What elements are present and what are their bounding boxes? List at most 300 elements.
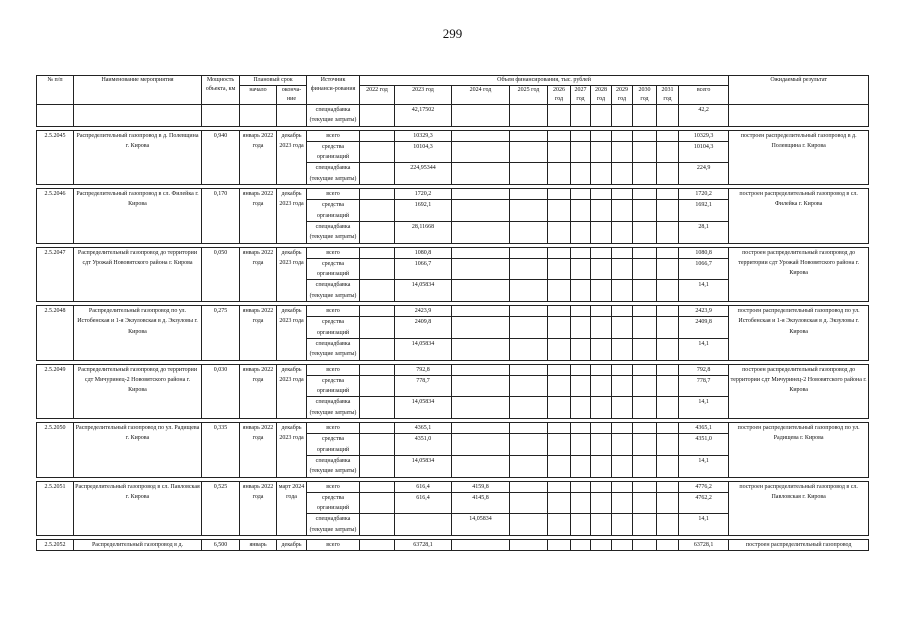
project-result: построен распределительный газопровод в сл. Филейка г. Кирова (729, 189, 869, 243)
value-2024: 4145,8 (452, 492, 510, 514)
funding-source: средства организаций (307, 141, 360, 163)
value-2027 (571, 189, 591, 200)
value-2023: 4351,0 (395, 434, 452, 456)
value-2029 (612, 306, 633, 317)
lead-2030 (633, 105, 657, 127)
project-name: Распределительный газопровод по ул. Радищева г. Кирова (74, 423, 202, 477)
value-2028 (591, 423, 612, 434)
value-2031 (657, 492, 679, 514)
funding-source: спецнадбавка (текущие затраты) (307, 514, 360, 536)
value-total: 792,8 (679, 364, 729, 375)
header-power: Мощность объекта, км (202, 76, 240, 105)
project-power: 0,030 (202, 364, 240, 418)
value-2030 (633, 434, 657, 456)
project-end: декабрь 2023 года (277, 423, 307, 477)
value-2024 (452, 141, 510, 163)
value-2023: 14,05834 (395, 397, 452, 419)
value-2025 (510, 189, 548, 200)
project-power: 0,275 (202, 306, 240, 360)
funding-source: всего (307, 423, 360, 434)
value-2030 (633, 455, 657, 477)
value-2022 (360, 338, 395, 360)
value-2030 (633, 539, 657, 550)
value-2022 (360, 364, 395, 375)
value-2031 (657, 163, 679, 185)
lead-2029 (612, 105, 633, 127)
table-row (37, 481, 869, 492)
value-2024 (452, 364, 510, 375)
value-2026 (548, 163, 571, 185)
header-year-2027: 2027 год (571, 86, 591, 105)
value-2027 (571, 338, 591, 360)
project-end: декабрь 2023 года (277, 130, 307, 184)
value-2025 (510, 306, 548, 317)
value-2023: 616,4 (395, 492, 452, 514)
value-2027 (571, 397, 591, 419)
value-2026 (548, 423, 571, 434)
lead-start (240, 105, 277, 127)
project-end: декабрь 2023 года (277, 306, 307, 360)
project-id: 2.5.2045 (37, 130, 74, 184)
value-2022 (360, 514, 395, 536)
header-num: № п/п (37, 76, 74, 105)
value-2024 (452, 317, 510, 339)
value-total: 14,1 (679, 397, 729, 419)
value-2026 (548, 434, 571, 456)
funding-source: спецнадбавка (текущие затраты) (307, 280, 360, 302)
value-2030 (633, 338, 657, 360)
value-2028 (591, 539, 612, 550)
value-2022 (360, 280, 395, 302)
value-2029 (612, 397, 633, 419)
value-2023: 4365,1 (395, 423, 452, 434)
value-2023: 1066,7 (395, 258, 452, 280)
value-2031 (657, 258, 679, 280)
lead-total: 42,2 (679, 105, 729, 127)
value-total: 28,1 (679, 221, 729, 243)
header-period-end: оконча-ние (277, 86, 307, 105)
header-period-start: начало (240, 86, 277, 105)
value-2022 (360, 221, 395, 243)
funding-source: всего (307, 247, 360, 258)
value-2024 (452, 397, 510, 419)
page-number: 299 (442, 26, 463, 41)
project-power: 0,335 (202, 423, 240, 477)
value-2024 (452, 539, 510, 550)
project-result: построен распределительный газопровод до территории сдт Урожай Нововятского района г. Кирова (729, 247, 869, 301)
value-2031 (657, 280, 679, 302)
value-2027 (571, 514, 591, 536)
value-2028 (591, 375, 612, 397)
value-2028 (591, 258, 612, 280)
value-2029 (612, 338, 633, 360)
value-2026 (548, 258, 571, 280)
value-2022 (360, 247, 395, 258)
value-2031 (657, 306, 679, 317)
value-2026 (548, 397, 571, 419)
value-2027 (571, 306, 591, 317)
value-2028 (591, 163, 612, 185)
value-2029 (612, 130, 633, 141)
value-2031 (657, 455, 679, 477)
value-2026 (548, 338, 571, 360)
value-2031 (657, 434, 679, 456)
funding-source: средства организаций (307, 492, 360, 514)
lead-2025 (510, 105, 548, 127)
value-2028 (591, 455, 612, 477)
value-2023: 2409,8 (395, 317, 452, 339)
header-year-2025: 2025 год (510, 86, 548, 105)
value-total: 4365,1 (679, 423, 729, 434)
value-total: 224,9 (679, 163, 729, 185)
value-total: 10104,3 (679, 141, 729, 163)
value-2030 (633, 247, 657, 258)
value-2026 (548, 280, 571, 302)
value-2024 (452, 163, 510, 185)
value-2029 (612, 247, 633, 258)
lead-2026 (548, 105, 571, 127)
funding-source: спецнадбавка (текущие затраты) (307, 397, 360, 419)
value-2027 (571, 317, 591, 339)
value-2030 (633, 492, 657, 514)
value-2023: 792,8 (395, 364, 452, 375)
value-2026 (548, 306, 571, 317)
value-2026 (548, 189, 571, 200)
value-2026 (548, 221, 571, 243)
value-2027 (571, 364, 591, 375)
value-2024 (452, 130, 510, 141)
project-id: 2.5.2049 (37, 364, 74, 418)
value-2027 (571, 141, 591, 163)
funding-source: всего (307, 539, 360, 550)
value-2027 (571, 434, 591, 456)
value-2030 (633, 221, 657, 243)
funding-source: всего (307, 189, 360, 200)
project-start: январь 2022 года (240, 247, 277, 301)
value-2029 (612, 423, 633, 434)
header-year-2023: 2023 год (395, 86, 452, 105)
value-total: 1066,7 (679, 258, 729, 280)
value-2027 (571, 455, 591, 477)
value-2031 (657, 130, 679, 141)
value-2024: 14,05834 (452, 514, 510, 536)
value-2023: 14,05834 (395, 280, 452, 302)
value-2022 (360, 200, 395, 222)
value-2024 (452, 306, 510, 317)
value-2022 (360, 317, 395, 339)
value-2028 (591, 247, 612, 258)
value-2030 (633, 375, 657, 397)
value-2025 (510, 481, 548, 492)
value-2023: 616,4 (395, 481, 452, 492)
project-end: декабрь 2023 года (277, 364, 307, 418)
value-2031 (657, 397, 679, 419)
project-name: Распределительный газопровод по ул. Истобенская и 1-я Экзуловская в д. Экзуловы г. Кирова (74, 306, 202, 360)
funding-source: средства организаций (307, 200, 360, 222)
value-2025 (510, 423, 548, 434)
table-row (37, 423, 869, 434)
header-year-2029: 2029 год (612, 86, 633, 105)
value-2024 (452, 455, 510, 477)
value-2028 (591, 280, 612, 302)
value-total: 2409,8 (679, 317, 729, 339)
value-2031 (657, 221, 679, 243)
value-2028 (591, 514, 612, 536)
table-row (37, 364, 869, 375)
table-body (37, 105, 869, 551)
header-result: Ожидаемый результат (729, 76, 869, 105)
value-2027 (571, 423, 591, 434)
project-name: Распределительный газопровод в сл. Павловская г. Кирова (74, 481, 202, 535)
value-2023: 1692,1 (395, 200, 452, 222)
value-2024 (452, 423, 510, 434)
project-id: 2.5.2046 (37, 189, 74, 243)
value-2023: 28,11668 (395, 221, 452, 243)
lead-2031 (657, 105, 679, 127)
funding-source: средства организаций (307, 317, 360, 339)
value-total: 14,1 (679, 280, 729, 302)
value-2027 (571, 130, 591, 141)
value-2027 (571, 539, 591, 550)
project-result: построен распределительный газопровод в д. Полевщина г. Кирова (729, 130, 869, 184)
value-2030 (633, 189, 657, 200)
value-2025 (510, 130, 548, 141)
value-2026 (548, 364, 571, 375)
value-2029 (612, 492, 633, 514)
value-2028 (591, 338, 612, 360)
value-2025 (510, 163, 548, 185)
header-year-2026: 2026 год (548, 86, 571, 105)
lead-source: спецнадбавка (текущие затраты) (307, 105, 360, 127)
value-2023: 63728,1 (395, 539, 452, 550)
lead-2027 (571, 105, 591, 127)
value-2026 (548, 514, 571, 536)
value-total: 14,1 (679, 455, 729, 477)
value-2029 (612, 221, 633, 243)
lead-power (202, 105, 240, 127)
value-2022 (360, 163, 395, 185)
value-total: 778,7 (679, 375, 729, 397)
funding-source: всего (307, 481, 360, 492)
funding-source: спецнадбавка (текущие затраты) (307, 221, 360, 243)
value-2030 (633, 481, 657, 492)
project-id: 2.5.2051 (37, 481, 74, 535)
value-2022 (360, 481, 395, 492)
value-2024 (452, 375, 510, 397)
project-start: январь (240, 539, 277, 550)
value-2025 (510, 397, 548, 419)
value-2029 (612, 141, 633, 163)
value-2026 (548, 481, 571, 492)
project-start: январь 2022 года (240, 306, 277, 360)
value-2023: 778,7 (395, 375, 452, 397)
value-2027 (571, 375, 591, 397)
value-2030 (633, 163, 657, 185)
value-2028 (591, 141, 612, 163)
header-year-2030: 2030 год (633, 86, 657, 105)
value-2025 (510, 200, 548, 222)
value-2030 (633, 397, 657, 419)
project-power: 0,050 (202, 247, 240, 301)
value-total: 10329,3 (679, 130, 729, 141)
value-2029 (612, 280, 633, 302)
value-2023: 10329,3 (395, 130, 452, 141)
value-2031 (657, 481, 679, 492)
value-2023: 1720,2 (395, 189, 452, 200)
project-name: Распределительный газопровод в д. Полевщина г. Кирова (74, 130, 202, 184)
value-2028 (591, 317, 612, 339)
value-2031 (657, 200, 679, 222)
value-2025 (510, 514, 548, 536)
lead-2022 (360, 105, 395, 127)
value-2024 (452, 434, 510, 456)
value-total: 63728,1 (679, 539, 729, 550)
value-2029 (612, 434, 633, 456)
value-2031 (657, 514, 679, 536)
value-2028 (591, 189, 612, 200)
value-2024 (452, 258, 510, 280)
header-year-2028: 2028 год (591, 86, 612, 105)
value-2024 (452, 200, 510, 222)
header-name: Наименование мероприятия (74, 76, 202, 105)
value-2027 (571, 492, 591, 514)
table-row (37, 189, 869, 200)
value-2028 (591, 434, 612, 456)
value-2030 (633, 514, 657, 536)
project-id: 2.5.2047 (37, 247, 74, 301)
value-2030 (633, 317, 657, 339)
value-2028 (591, 492, 612, 514)
value-2028 (591, 221, 612, 243)
value-2029 (612, 514, 633, 536)
value-2029 (612, 163, 633, 185)
value-2023: 14,05834 (395, 455, 452, 477)
value-2022 (360, 375, 395, 397)
value-total: 1720,2 (679, 189, 729, 200)
value-2025 (510, 258, 548, 280)
project-start: январь 2022 года (240, 189, 277, 243)
project-start: январь 2022 года (240, 423, 277, 477)
value-2029 (612, 481, 633, 492)
value-2029 (612, 539, 633, 550)
lead-end (277, 105, 307, 127)
funding-source: всего (307, 306, 360, 317)
value-2022 (360, 397, 395, 419)
lead-num (37, 105, 74, 127)
value-total: 4762,2 (679, 492, 729, 514)
value-2027 (571, 221, 591, 243)
value-2024 (452, 189, 510, 200)
header-year-2024: 2024 год (452, 86, 510, 105)
table-row (37, 247, 869, 258)
value-2023: 224,95344 (395, 163, 452, 185)
value-2029 (612, 455, 633, 477)
value-2029 (612, 189, 633, 200)
value-2022 (360, 539, 395, 550)
project-end: декабрь (277, 539, 307, 550)
value-2026 (548, 317, 571, 339)
value-2027 (571, 258, 591, 280)
value-2028 (591, 130, 612, 141)
value-2022 (360, 306, 395, 317)
value-2028 (591, 397, 612, 419)
value-2025 (510, 455, 548, 477)
project-end: декабрь 2023 года (277, 189, 307, 243)
value-2028 (591, 364, 612, 375)
value-2024 (452, 338, 510, 360)
value-2025 (510, 141, 548, 163)
project-power: 0,940 (202, 130, 240, 184)
value-total: 14,1 (679, 514, 729, 536)
header-total: всего (679, 86, 729, 105)
table-row (37, 306, 869, 317)
value-2026 (548, 130, 571, 141)
project-name: Распределительный газопровод до территории сдт Мичуринец-2 Нововятского района г. Кирова (74, 364, 202, 418)
project-power: 0,525 (202, 481, 240, 535)
value-2030 (633, 200, 657, 222)
value-2025 (510, 221, 548, 243)
value-2023: 14,05834 (395, 338, 452, 360)
value-2026 (548, 539, 571, 550)
value-2023: 2423,9 (395, 306, 452, 317)
value-2023: 10104,3 (395, 141, 452, 163)
project-result: построен распределительный газопровод по ул. Истобенская и 1-я Экзуловская в д. Экзуловы г. Кирова (729, 306, 869, 360)
lead-2023: 42,17502 (395, 105, 452, 127)
value-2024: 4159,8 (452, 481, 510, 492)
project-start: январь 2022 года (240, 481, 277, 535)
value-2031 (657, 364, 679, 375)
value-2030 (633, 258, 657, 280)
value-total: 1692,1 (679, 200, 729, 222)
value-2022 (360, 455, 395, 477)
value-2031 (657, 338, 679, 360)
value-2025 (510, 434, 548, 456)
value-2029 (612, 258, 633, 280)
header-period: Плановый срок (240, 76, 307, 86)
value-2026 (548, 141, 571, 163)
value-2028 (591, 481, 612, 492)
value-2029 (612, 364, 633, 375)
value-2024 (452, 280, 510, 302)
value-2025 (510, 492, 548, 514)
value-2026 (548, 375, 571, 397)
value-2030 (633, 130, 657, 141)
value-2027 (571, 247, 591, 258)
lead-2028 (591, 105, 612, 127)
funding-source: всего (307, 130, 360, 141)
project-result: построен распределительный газопровод по ул. Радищева г. Кирова (729, 423, 869, 477)
value-2025 (510, 280, 548, 302)
value-2031 (657, 423, 679, 434)
value-total: 4351,0 (679, 434, 729, 456)
project-id: 2.5.2052 (37, 539, 74, 550)
funding-source: спецнадбавка (текущие затраты) (307, 338, 360, 360)
value-2029 (612, 375, 633, 397)
project-power: 0,170 (202, 189, 240, 243)
value-2028 (591, 306, 612, 317)
project-result: построен распределительный газопровод до территории сдт Мичуринец-2 Нововятского района г. Кирова (729, 364, 869, 418)
funding-source: спецнадбавка (текущие затраты) (307, 163, 360, 185)
value-total: 14,1 (679, 338, 729, 360)
value-2030 (633, 280, 657, 302)
lead-2024 (452, 105, 510, 127)
value-2031 (657, 317, 679, 339)
value-2031 (657, 375, 679, 397)
value-2031 (657, 189, 679, 200)
value-2028 (591, 200, 612, 222)
lead-row (37, 105, 869, 127)
value-2031 (657, 539, 679, 550)
